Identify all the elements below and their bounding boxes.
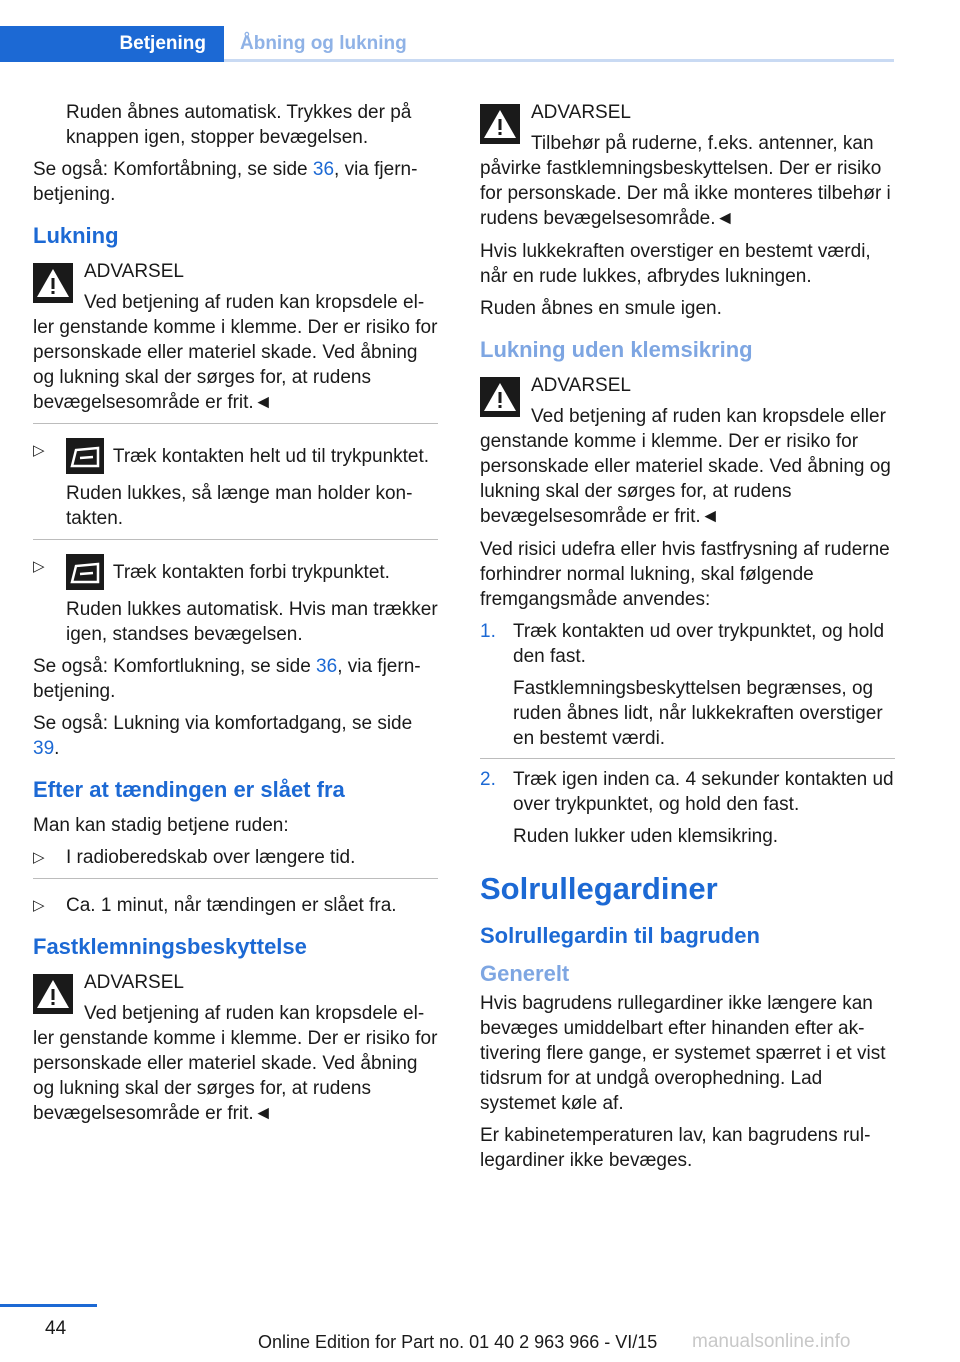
watermark: manualsonline.info xyxy=(692,1331,851,1352)
heading-lukning-uden-klemsikring: Lukning uden klemsikring xyxy=(480,337,753,362)
warning-title: ADVARSEL xyxy=(531,102,631,123)
left-column xyxy=(33,100,438,1134)
step-number: 1. xyxy=(480,621,496,642)
warning-triangle-icon xyxy=(33,263,73,303)
window-switch-icon xyxy=(66,438,104,474)
list-item: ▷ Træk kontakten helt ud til trykpunktet. Ruden lukkes, så længe man holder kontakten. xyxy=(33,438,438,531)
warning-triangle-icon xyxy=(480,104,520,144)
divider xyxy=(33,423,438,424)
see-also-komfortlukning: Se også: Komfortlukning, se side 36, via fjernbetjening. xyxy=(33,656,421,702)
warning-title: ADVARSEL xyxy=(531,375,631,396)
right-column xyxy=(480,100,895,1180)
numbered-step xyxy=(480,767,895,849)
divider xyxy=(33,539,438,540)
divider xyxy=(33,878,438,879)
window-switch-icon xyxy=(66,554,104,590)
page-number: 44 xyxy=(45,1318,67,1339)
see-also-komfortaabning: Se også: Komfortåbning, se side 36, via fjernbetjening. xyxy=(33,159,418,205)
step-number: 2. xyxy=(480,769,496,790)
tab-aabning-og-lukning[interactable]: Åbning og lukning xyxy=(240,33,407,54)
intro-text: Ruden åbnes automatisk. Trykkes der på knappen igen, stopper bevægelsen. xyxy=(66,102,412,148)
numbered-step xyxy=(480,619,895,751)
heading-solrullegardiner: Solrullegardiner xyxy=(480,871,718,906)
bullet-triangle-icon: ▷ xyxy=(33,897,45,914)
list-item: ▷ Træk kontakten forbi trykpunktet. Ruden lukkes automatisk. Hvis man trækker igen, standses bevægelsen. xyxy=(33,554,438,647)
paragraph: Er kabinetemperaturen lav, kan bagrudens rullegardiner ikke bevæges. xyxy=(480,1125,871,1171)
warning-box xyxy=(480,373,895,529)
bullet-triangle-icon: ▷ xyxy=(33,558,45,575)
paragraph: Hvis lukkekraften overstiger en bestemt værdi, når en rude lukkes, afbrydes lukningen. xyxy=(480,241,871,287)
heading-solrullegardin-bagruden: Solrullegardin til bagruden xyxy=(480,923,760,948)
warning-box xyxy=(33,970,438,1126)
heading-lukning: Lukning xyxy=(33,223,119,248)
warning-body: Tilbehør på ruderne, f.eks. antenner, kan påvirke fastklemningsbeskyttelsen. Der er risiko for personskade. Der må ikke monteres tilbehør i rudens bevægelsesområde.◄ xyxy=(480,133,891,229)
warning-triangle-icon xyxy=(33,974,73,1014)
step-text: Træk igen inden ca. 4 sekunder kontakten ud over trykpunktet, og hold den fast. xyxy=(513,769,894,815)
warning-box xyxy=(480,100,895,231)
warning-title: ADVARSEL xyxy=(84,261,184,282)
list-item-detail: Ruden lukkes, så længe man holder kontakten. xyxy=(66,483,413,529)
divider xyxy=(480,758,895,759)
step-detail: Fastklemningsbeskyttelsen begrænses, og ruden åbnes lidt, når lukkekraften overstiger en bestemt værdi. xyxy=(513,678,883,749)
list-item-detail: Ruden lukkes automatisk. Hvis man trækker igen, standses bevægelsen. xyxy=(66,599,438,645)
see-also-komfortadgang: Se også: Lukning via komfortadgang, se side 39. xyxy=(33,713,413,759)
edition-text: Online Edition for Part no. 01 40 2 963 966 - VI/15 xyxy=(258,1332,658,1352)
list-item: ▷ I radioberedskab over længere tid. xyxy=(33,847,356,868)
warning-triangle-icon xyxy=(480,377,520,417)
warning-body: Ved betjening af ruden kan kropsdele eller genstande komme i klemme. Der er risiko for personskade eller materiel skade. Ved åbning og lukning skal der sørges for, at rudens bevægelsesområde er frit.◄ xyxy=(480,406,891,527)
paragraph: Ved risici udefra eller hvis fastfrysning af ruderne forhindrer normal lukning, skal følgende fremgangsmåde anvendes: xyxy=(480,539,890,610)
warning-body: Ved betjening af ruden kan kropsdele eller genstande komme i klemme. Der er risiko for personskade eller materiel skade. Ved åbning og lukning skal der sørges for, at rudens bevægelsesområde er frit.◄ xyxy=(33,292,438,413)
header-tabbar xyxy=(0,26,894,62)
footer-rule xyxy=(0,1304,97,1307)
step-detail: Ruden lukker uden klemsikring. xyxy=(513,826,779,847)
warning-title: ADVARSEL xyxy=(84,972,184,993)
page-link-36[interactable]: 36 xyxy=(312,159,335,180)
warning-box xyxy=(33,259,438,415)
page-link-36[interactable]: 36 xyxy=(316,656,338,677)
list-item: ▷ Ca. 1 minut, når tændingen er slået fra. xyxy=(33,895,397,916)
tab-betjening[interactable]: Betjening xyxy=(0,26,224,62)
heading-efter-taendingen: Efter at tændingen er slået fra xyxy=(33,777,345,802)
page-link-39[interactable]: 39 xyxy=(33,738,55,759)
paragraph: Ruden åbnes en smule igen. xyxy=(480,298,722,319)
heading-generelt: Generelt xyxy=(480,961,570,986)
heading-fastklemningsbeskyttelse: Fastklemningsbeskyttelse xyxy=(33,934,307,959)
warning-body: Ved betjening af ruden kan kropsdele eller genstande komme i klemme. Der er risiko for personskade eller materiel skade. Ved åbning og lukning skal der sørges for, at rudens bevægelsesområde er frit.◄ xyxy=(33,1003,438,1124)
bullet-triangle-icon: ▷ xyxy=(33,849,45,866)
header-rule xyxy=(224,59,894,62)
paragraph: Hvis bagrudens rullegardiner ikke længere kan bevæges umiddelbart efter hinanden efter aktivering flere gange, er systemet spærret i et vist tidsrum for at undgå overophedning. Lad systemet køle af. xyxy=(480,993,886,1114)
efter-intro: Man kan stadig betjene ruden: xyxy=(33,815,289,836)
step-text: Træk kontakten ud over trykpunktet, og hold den fast. xyxy=(513,621,885,667)
bullet-triangle-icon: ▷ xyxy=(33,442,45,459)
